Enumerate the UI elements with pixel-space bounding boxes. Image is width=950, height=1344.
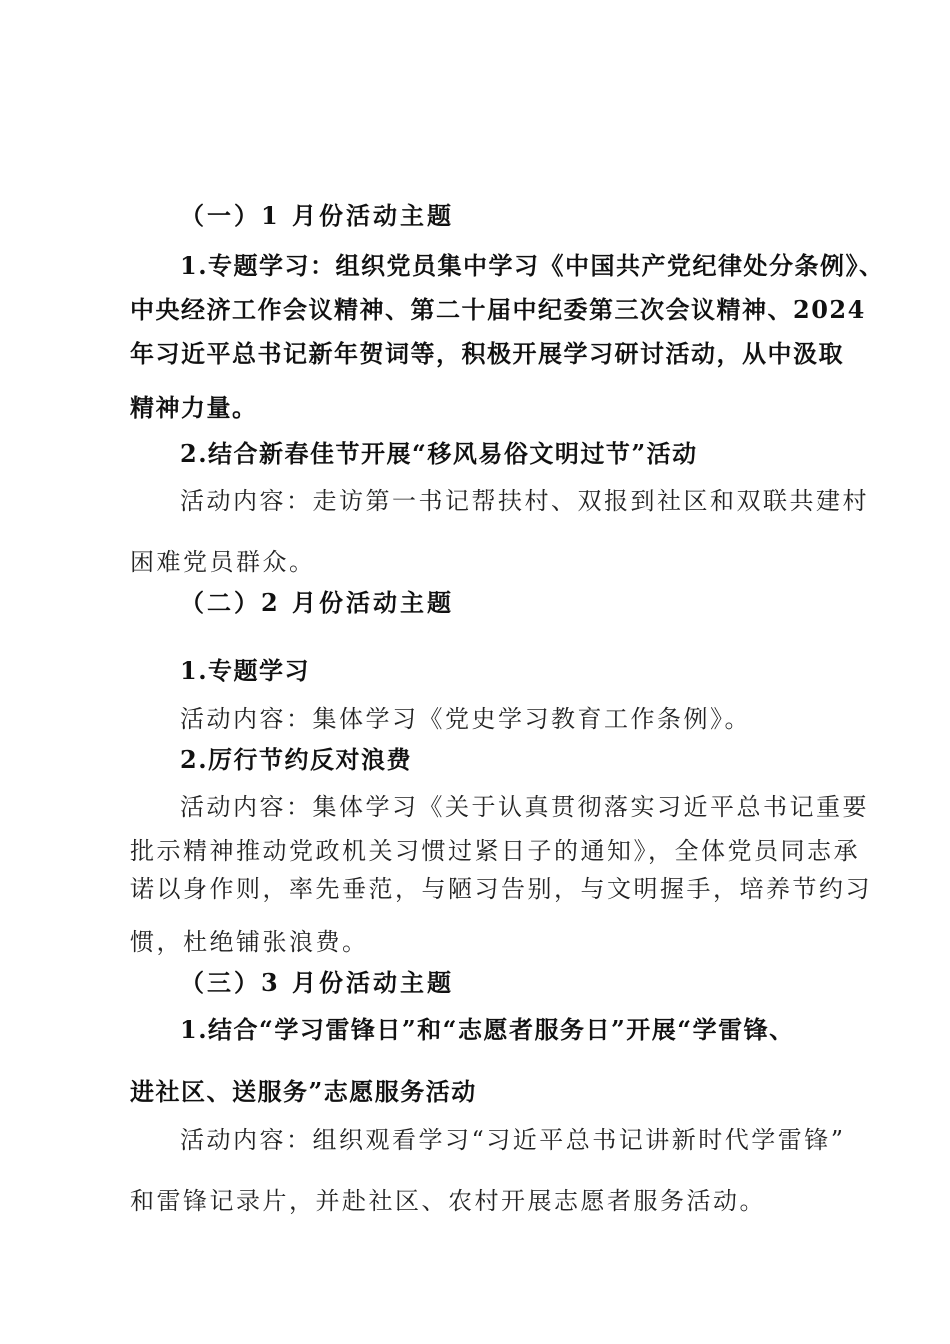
section-2-item-2-content-line-3: 诺以身作则，率先垂范，与陋习告别，与文明握手，培养节约习 [130,875,872,903]
section-1-item-1-line-4: 精神力量。 [130,393,258,422]
section-3-item-1-content-line-1: 活动内容：组织观看学习“习近平总书记讲新时代学雷锋” [180,1126,846,1154]
section-2-item-2-content-line-2: 批示精神推动党政机关习惯过紧日子的通知》，全体党员同志承 [130,837,860,865]
section-1-heading: （一）1 月份活动主题 [180,201,455,230]
section-3-item-1-title-line-1: 1.结合“学习雷锋日”和“志愿者服务日”开展“学雷锋、 [180,1015,795,1044]
section-2-item-2-title: 2.厉行节约反对浪费 [180,745,413,774]
section-3-item-1-content-line-2: 和雷锋记录片，并赴社区、农村开展志愿者服务活动。 [130,1187,766,1215]
section-2-item-2-content-line-1: 活动内容：集体学习《关于认真贯彻落实习近平总书记重要 [180,793,869,821]
section-1-item-1-line-1: 1.专题学习：组织党员集中学习《中国共产党纪律处分条例》、 [180,251,885,280]
section-2-item-2-content-line-4: 惯，杜绝铺张浪费。 [130,928,369,956]
section-1-item-2-content-line-2: 困难党员群众。 [130,548,316,576]
section-2-heading: （二）2 月份活动主题 [180,588,455,617]
section-1-item-1-line-3: 年习近平总书记新年贺词等，积极开展学习研讨活动，从中汲取 [130,339,844,368]
section-1-item-2-content-line-1: 活动内容：走访第一书记帮扶村、双报到社区和双联共建村 [180,487,869,515]
section-1-item-1-line-2: 中央经济工作会议精神、第二十届中纪委第三次会议精神、2024 [130,295,866,324]
section-1-item-2-title: 2.结合新春佳节开展“移风易俗文明过节”活动 [180,439,698,468]
section-2-item-1-content: 活动内容：集体学习《党史学习教育工作条例》。 [180,705,751,733]
section-3-heading: （三）3 月份活动主题 [180,968,455,997]
section-3-item-1-title-line-2: 进社区、送服务”志愿服务活动 [130,1077,477,1106]
section-2-item-1-title: 1.专题学习 [180,656,311,685]
